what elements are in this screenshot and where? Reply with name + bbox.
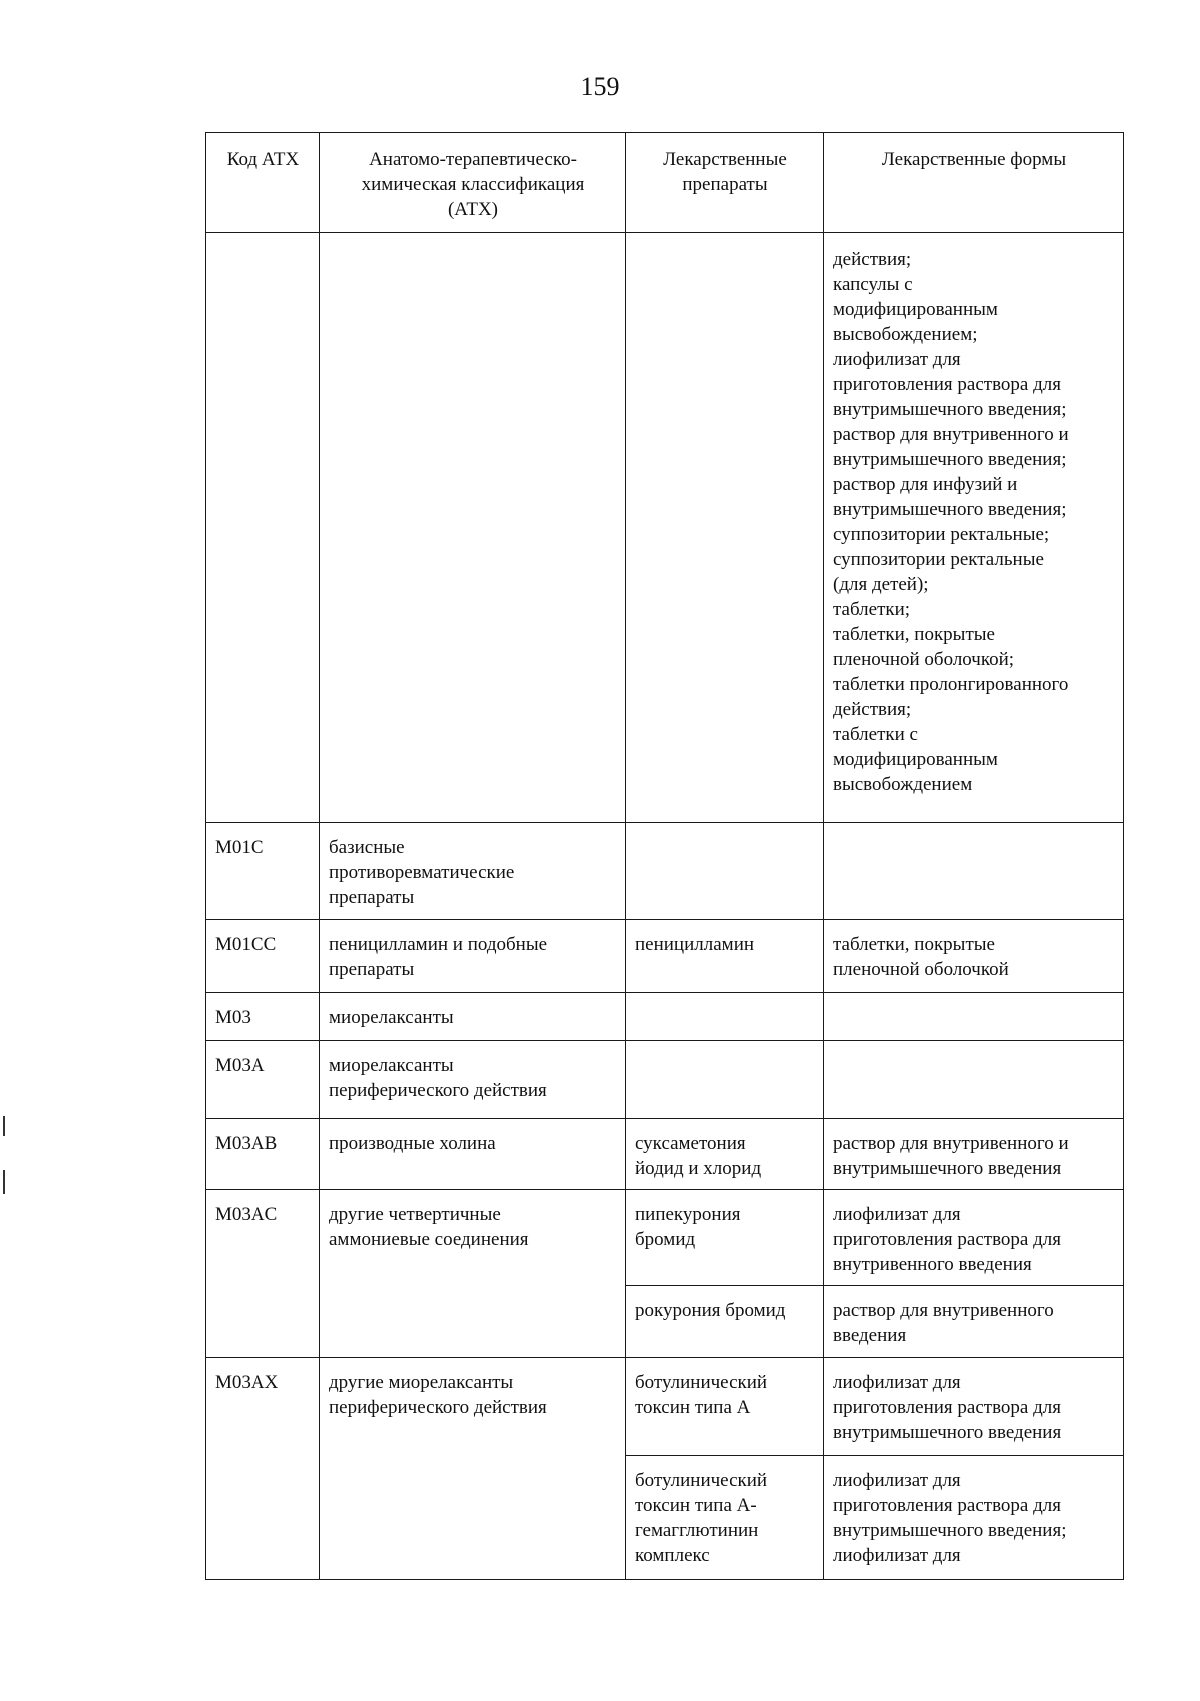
forms-cell: раствор для внутривенного введения: [824, 1286, 1124, 1358]
drug-cell: пипекурония бромид: [626, 1190, 824, 1286]
code-cell: [206, 233, 320, 823]
code-cell: M01CC: [206, 920, 320, 993]
table-row: [206, 233, 1124, 823]
atc-drug-table: [205, 132, 1124, 1580]
classification-cell: базисные противоревматические препараты: [320, 823, 626, 920]
drug-cell: рокурония бромид: [626, 1286, 824, 1358]
drug-cell: [626, 233, 824, 823]
page-number: 159: [580, 72, 620, 101]
table-row: [206, 1119, 1124, 1190]
code-cell: M03: [206, 993, 320, 1041]
header-forms: Лекарственные формы: [824, 133, 1124, 233]
forms-cell: таблетки, покрытые пленочной оболочкой: [824, 920, 1124, 993]
code-cell: M03A: [206, 1041, 320, 1119]
forms-cell: действия; капсулы с модифицированным высвобождением; лиофилизат для приготовления раствора для внутримышечного введения; раствор для внутривенного и внутримышечного введения; раствор для инфузий и внутримышечного введения; суппозитории ректальные; суппозитории ректальные (для детей); таблетки; таблетки, покрытые пленочной оболочкой; таблетки пролонгированного действия; таблетки с модифицированным высвобождением: [824, 233, 1124, 823]
code-cell: M03AB: [206, 1119, 320, 1190]
table-header-row: [206, 133, 1124, 233]
drug-cell: суксаметония йодид и хлорид: [626, 1119, 824, 1190]
code-cell: M01C: [206, 823, 320, 920]
classification-cell: миорелаксанты: [320, 993, 626, 1041]
table-row: [206, 1190, 1124, 1286]
header-classification: Анатомо-терапевтическо- химическая классификация (АТХ): [320, 133, 626, 233]
table-row: [206, 1041, 1124, 1119]
table-row: [206, 920, 1124, 993]
drug-cell: ботулинический токсин типа А: [626, 1358, 824, 1456]
drug-cell: [626, 1041, 824, 1119]
table-row: [206, 823, 1124, 920]
scan-margin-mark: [3, 1116, 5, 1136]
table-row: [206, 1358, 1124, 1456]
classification-cell: другие миорелаксанты периферического действия: [320, 1358, 626, 1580]
classification-cell: миорелаксанты периферического действия: [320, 1041, 626, 1119]
header-code: Код АТХ: [206, 133, 320, 233]
forms-cell: лиофилизат для приготовления раствора для внутримышечного введения; лиофилизат для: [824, 1456, 1124, 1580]
code-cell: M03AC: [206, 1190, 320, 1358]
forms-cell: лиофилизат для приготовления раствора для внутримышечного введения: [824, 1358, 1124, 1456]
drug-cell: [626, 993, 824, 1041]
forms-cell: [824, 823, 1124, 920]
classification-cell: [320, 233, 626, 823]
forms-cell: [824, 1041, 1124, 1119]
header-drugs: Лекарственные препараты: [626, 133, 824, 233]
table-row: [206, 993, 1124, 1041]
drug-cell: [626, 823, 824, 920]
drug-cell: ботулинический токсин типа А- гемагглютинин комплекс: [626, 1456, 824, 1580]
forms-cell: раствор для внутривенного и внутримышечного введения: [824, 1119, 1124, 1190]
classification-cell: другие четвертичные аммониевые соединения: [320, 1190, 626, 1358]
classification-cell: пеницилламин и подобные препараты: [320, 920, 626, 993]
forms-cell: лиофилизат для приготовления раствора для внутривенного введения: [824, 1190, 1124, 1286]
forms-cell: [824, 993, 1124, 1041]
classification-cell: производные холина: [320, 1119, 626, 1190]
drug-cell: пеницилламин: [626, 920, 824, 993]
code-cell: M03AX: [206, 1358, 320, 1580]
scan-margin-mark: [3, 1170, 5, 1194]
